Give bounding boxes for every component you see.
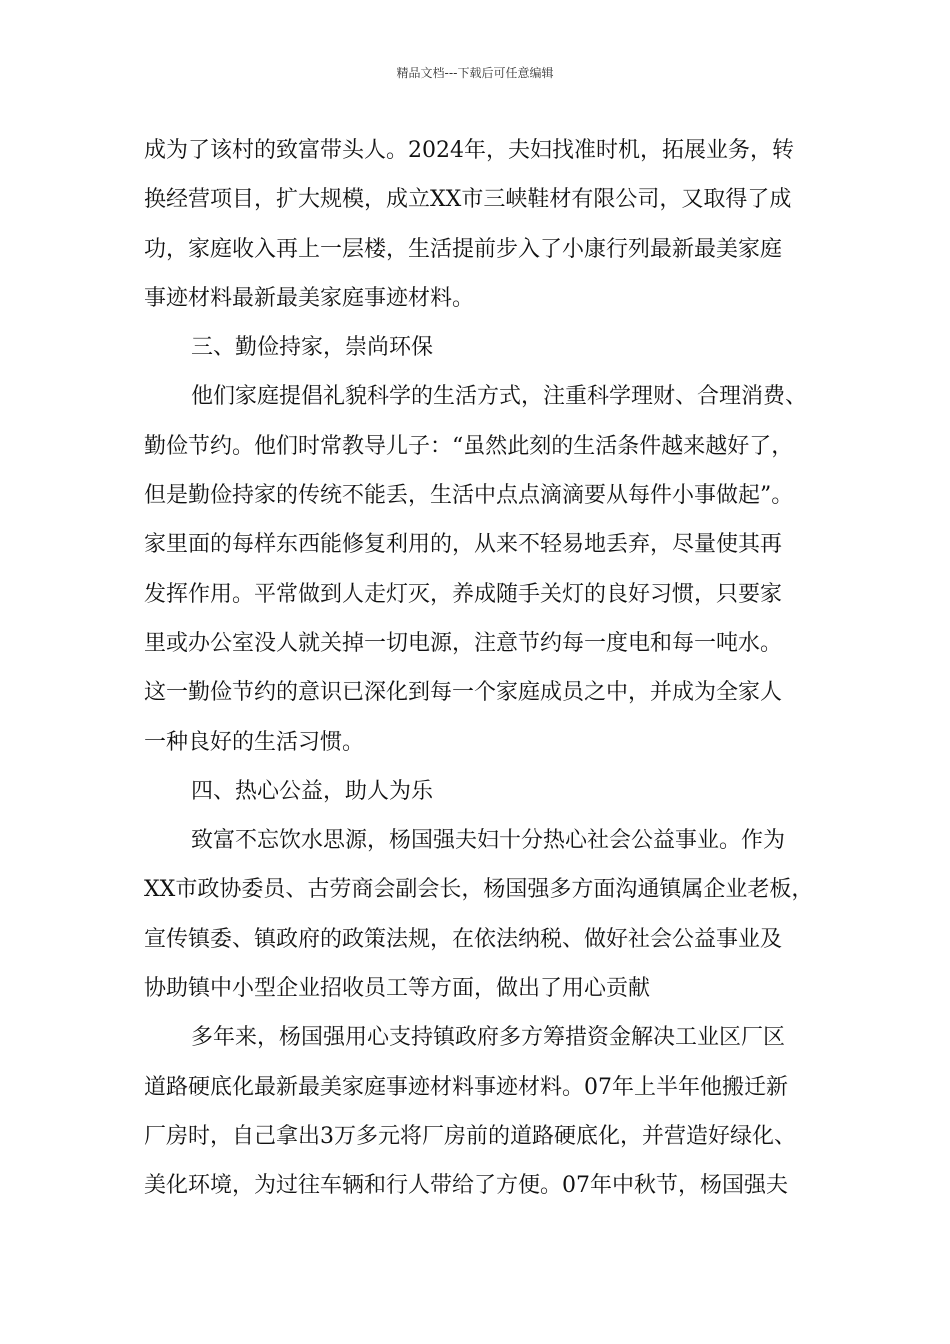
text-line: 事迹材料最新最美家庭事迹材料。 [144, 285, 475, 311]
document-body [144, 126, 824, 1211]
text-line: 功，家庭收入再上一层楼，生活提前步入了小康行列最新最美家庭 [144, 236, 783, 262]
text-line: 协助镇中小型企业招收员工等方面，做出了用心贡献 [144, 976, 651, 1002]
text-line: 家里面的每样东西能修复利用的，从来不轻易地丢弃，尽量使其再 [144, 532, 783, 558]
text-line: 道路硬底化最新最美家庭事迹材料事迹材料。07年上半年他搬迁新 [144, 1074, 788, 1100]
text-line: 他们家庭提倡礼貌科学的生活方式，注重科学理财、合理消费、 [191, 384, 808, 410]
text-line: XX市政协委员、古劳商会副会长，杨国强多方面沟通镇属企业老板， [144, 877, 814, 903]
page-header: 精品文档---下载后可任意编辑 [396, 66, 554, 80]
text-line: 一种良好的生活习惯。 [144, 729, 365, 755]
text-line: 多年来，杨国强用心支持镇政府多方筹措资金解决工业区厂区 [191, 1025, 786, 1051]
text-line: 换经营项目，扩大规模，成立XX市三峡鞋材有限公司，又取得了成 [144, 187, 792, 213]
section-heading: 三、勤俭持家，崇尚环保 [191, 335, 434, 361]
text-line: 致富不忘饮水思源，杨国强夫妇十分热心社会公益事业。作为 [191, 828, 786, 854]
text-line: 厂房时，自己拿出3万多元将厂房前的道路硬底化，并营造好绿化、 [144, 1123, 796, 1149]
text-line: 成为了该村的致富带头人。2024年，夫妇找准时机，拓展业务，转 [144, 138, 794, 163]
text-line: 这一勤俭节约的意识已深化到每一个家庭成员之中，并成为全家人 [144, 680, 783, 706]
text-line: 但是勤俭持家的传统不能丢，生活中点点滴滴要从每件小事做起”。 [144, 483, 794, 509]
text-line: 宣传镇委、镇政府的政策法规，在依法纳税、做好社会公益事业及 [144, 926, 783, 952]
text-line: 里或办公室没人就关掉一切电源，注意节约每一度电和每一吨水。 [144, 630, 783, 656]
text-line: 发挥作用。平常做到人走灯灭，养成随手关灯的良好习惯，只要家 [144, 581, 783, 607]
text-line: 美化环境，为过往车辆和行人带给了方便。07年中秋节，杨国强夫 [144, 1173, 788, 1199]
text-line: 勤俭节约。他们时常教导儿子：“虽然此刻的生活条件越来越好了， [144, 433, 794, 459]
section-heading: 四、热心公益，助人为乐 [191, 778, 434, 804]
